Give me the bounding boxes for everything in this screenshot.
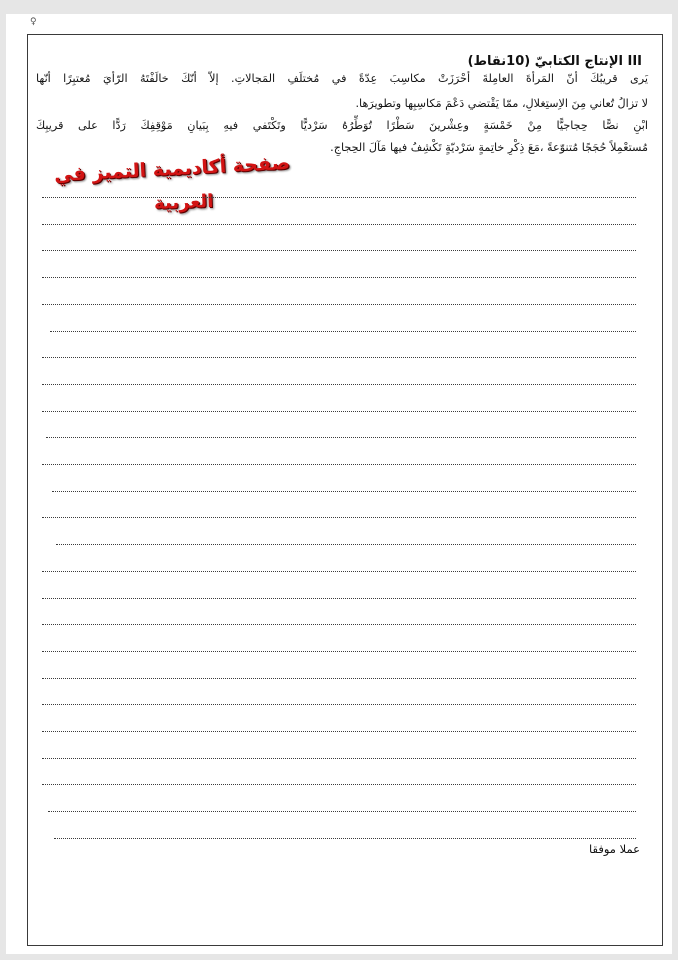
answer-line (42, 411, 636, 412)
closing-text: عملا موفقا (589, 842, 640, 856)
answer-line (42, 651, 636, 652)
answer-line (46, 437, 636, 438)
watermark-line-1: صفحة أكاديمية التميز في (53, 151, 291, 187)
answer-line (42, 357, 636, 358)
answer-line (42, 250, 636, 251)
answer-line (42, 277, 636, 278)
answer-line (42, 384, 636, 385)
answer-line (48, 811, 636, 812)
instruction-line-1: يَرى قريبُكَ أنّ المَرأةَ العامِلةَ أحْرَزَتْ مكاسِبَ عِدّةً في مُختلَفِ المَجالاتِ. إلاّ أنّكَ خالَفْتَهُ الرّأيَ مُعتبِرًا أنّها (36, 72, 648, 85)
answer-line (42, 704, 636, 705)
watermark-line-2: العربية (153, 190, 214, 215)
answer-line (52, 491, 636, 492)
answer-line (50, 331, 636, 332)
answer-line (42, 678, 636, 679)
answer-line (42, 624, 636, 625)
answer-line (42, 731, 636, 732)
answer-line (42, 224, 636, 225)
exam-sheet (6, 14, 672, 954)
section-title: III الإنتاج الكتابيّ (10نقاط) (467, 54, 642, 69)
answer-line (42, 598, 636, 599)
instruction-line-3: ابْنِ نصًّا حِجاجيًّا مِنْ خَمْسَةٍ وعِشْرينَ سَطْرًا تُوَطِّرُهُ سَرْديًّا وتَكْتَفي فيهِ بِبَيانِ مَوْقِفِكَ رَدًّا على قريبِكَ (36, 119, 648, 132)
answer-line (42, 517, 636, 518)
answer-line (42, 464, 636, 465)
answer-line (42, 571, 636, 572)
answer-line (42, 784, 636, 785)
instruction-line-4: مُستعْمِلاً حُجَجًا مُتنوّعةً ،مَعَ ذِكْرِ خاتِمةٍ سَرْديّةٍ تَكْشِفُ فيها مَآلَ الحِجاجِ. (330, 141, 648, 154)
answer-line (42, 304, 636, 305)
instruction-line-2: لا تزالُ تُعاني مِنَ الاِستِغلالِ، ممّا يَقْتضي دَعْمَ مَكاسِبِها وتطويرَها. (355, 97, 648, 110)
answer-line (42, 197, 636, 198)
answer-line (56, 544, 636, 545)
answer-line (54, 838, 636, 839)
answer-line (42, 758, 636, 759)
page-mark-icon: ♀ (30, 17, 37, 27)
